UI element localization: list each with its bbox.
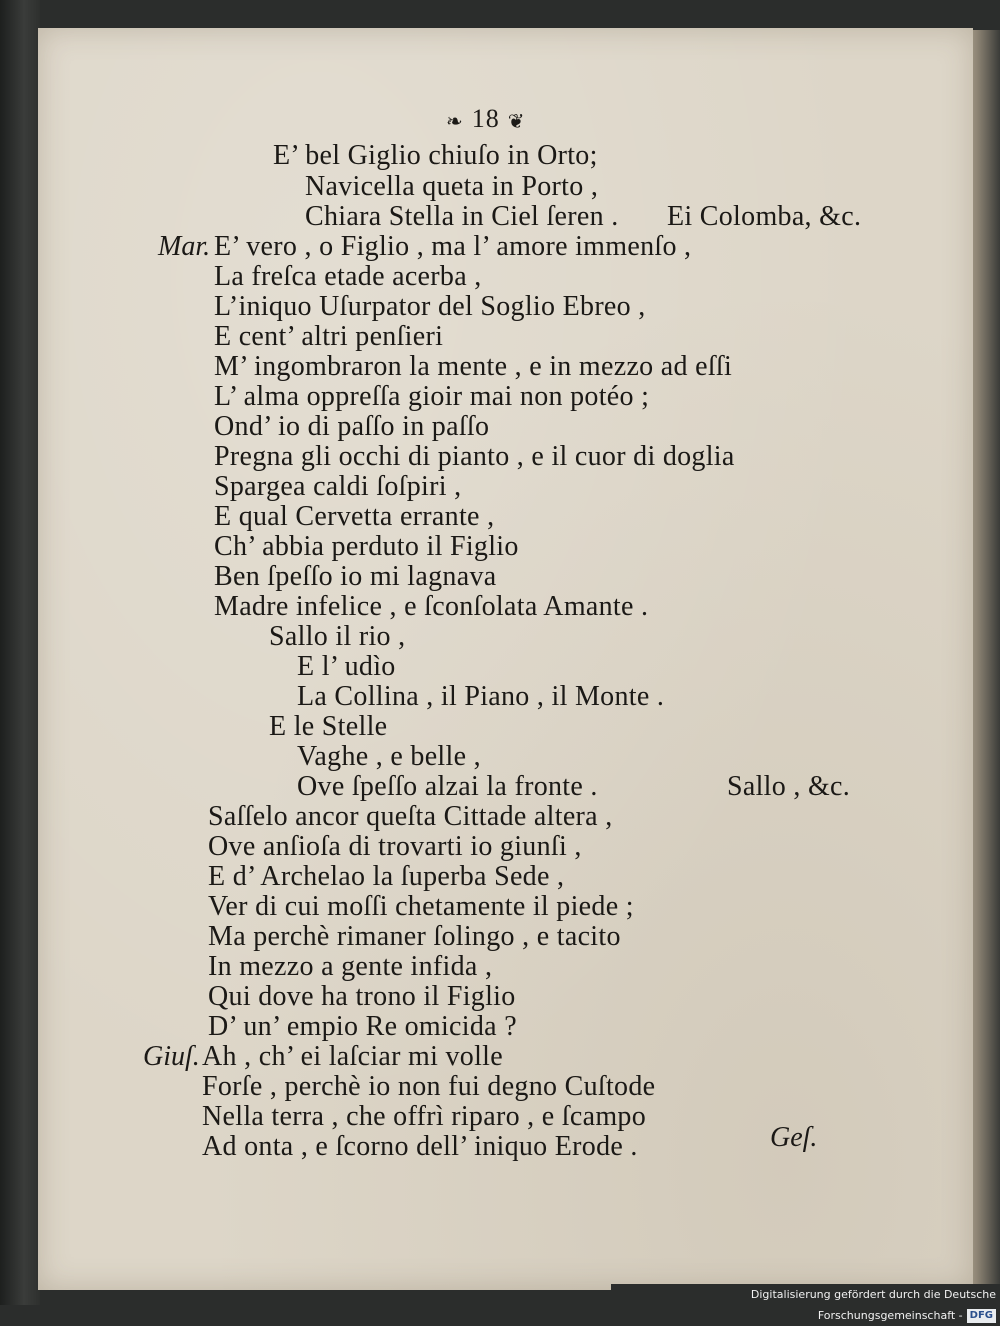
verse-line: Ad onta , e ſcorno dell’ iniquo Erode . <box>202 1131 638 1162</box>
verse-line: In mezzo a gente infida , <box>208 951 493 982</box>
page-header <box>446 104 586 138</box>
catchword: Geſ. <box>770 1122 818 1153</box>
verse-line: Spargea caldi ſoſpiri , <box>214 471 462 502</box>
verse-line: Ei Colomba, &c. <box>667 201 862 232</box>
verse-line: E’ vero , o Figlio , ma l’ amore immenſo , <box>214 231 692 262</box>
verse-line: L’iniquo Uſurpator del Soglio Ebreo , <box>214 291 646 322</box>
verse-line: Nella terra , che offrì riparo , e ſcampo <box>202 1101 647 1132</box>
verse-line: D’ un’ empio Re omicida ? <box>208 1011 517 1042</box>
verse-line: E cent’ altri penſieri <box>214 321 444 352</box>
verse-line: E’ bel Giglio chiuſo in Orto; <box>273 140 598 171</box>
book-spine <box>0 0 40 1305</box>
verse-line: Forſe , perchè io non fui degno Cuſtode <box>202 1071 656 1102</box>
verse-line: Sallo , &c. <box>727 771 851 802</box>
verse-line: E qual Cervetta errante , <box>214 501 495 532</box>
verse-line: Ove ſpeſſo alzai la fronte . <box>297 771 598 802</box>
verse-line: Saſſelo ancor queſta Cittade altera , <box>208 801 613 832</box>
fleuron-right-icon: ❦ <box>507 110 526 133</box>
verse-line: Ver di cui moſſi chetamente il piede ; <box>208 891 634 922</box>
verse-line: Pregna gli occhi di pianto , e il cuor di doglia <box>214 441 735 472</box>
verse-line: Ove anſioſa di trovarti io giunſi , <box>208 831 582 862</box>
verse-line: E l’ udìo <box>297 651 396 682</box>
verse-line: Ch’ abbia perduto il Figlio <box>214 531 519 562</box>
verse-line: Ah , ch’ ei laſciar mi volle <box>202 1041 503 1072</box>
verse-line: E d’ Archelao la ſuperba Sede , <box>208 861 565 892</box>
footer-bar: Digitalisierung gefördert durch die Deutsche Forschungsgemeinschaft - DFG <box>611 1284 1000 1305</box>
fleuron-left-icon: ❧ <box>446 110 464 133</box>
verse-line: La freſca etade acerba , <box>214 261 482 292</box>
verse-line: Sallo il rio , <box>269 621 406 652</box>
footer-text: Digitalisierung gefördert durch die Deutsche Forschungsgemeinschaft <box>750 1288 996 1322</box>
verse-line: Chiara Stella in Ciel ſeren . <box>305 201 619 232</box>
verse-line: La Collina , il Piano , il Monte . <box>297 681 665 712</box>
verse-line: M’ ingombraron la mente , e in mezzo ad eſſi <box>214 351 733 382</box>
verse-line: Vaghe , e belle , <box>297 741 481 772</box>
speaker-label: Giuſ. <box>143 1041 200 1072</box>
verse-line: Qui dove ha trono il Figlio <box>208 981 516 1012</box>
verse-line: Ben ſpeſſo io mi lagnava <box>214 561 497 592</box>
speaker-label: Mar. <box>158 231 211 262</box>
dfg-logo: DFG <box>967 1309 996 1323</box>
page-number: 18 <box>471 104 500 133</box>
verse-line: Ma perchè rimaner ſolingo , e tacito <box>208 921 621 952</box>
verse-line: E le Stelle <box>269 711 388 742</box>
verse-line: Ond’ io di paſſo in paſſo <box>214 411 490 442</box>
verse-line: Madre infelice , e ſconſolata Amante . <box>214 591 649 622</box>
verse-line: Navicella queta in Porto , <box>305 171 599 202</box>
verse-line: L’ alma oppreſſa gioir mai non potéo ; <box>214 381 650 412</box>
